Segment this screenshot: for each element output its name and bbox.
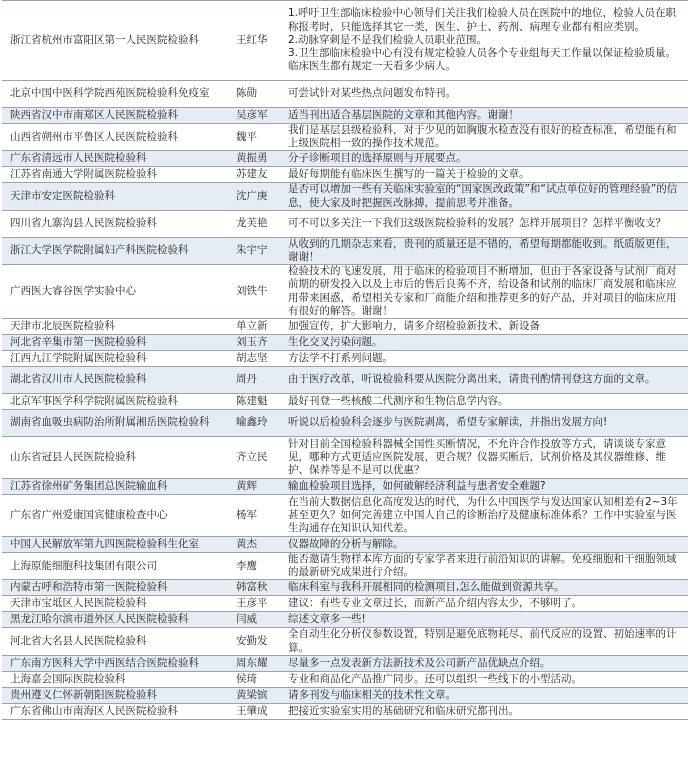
organization-cell: 浙江大学医学院附属妇产科医院检验科	[2, 237, 234, 264]
organization-cell: 上海原能细胞科技集团有限公司	[2, 553, 234, 580]
feedback-cell: 分子诊断项目的选择原则与开展要点。	[284, 151, 688, 167]
organization-cell: 内蒙古呼和浩特市第一医院检验科	[2, 580, 234, 596]
table-row	[2, 580, 688, 596]
table-row	[2, 210, 688, 237]
feedback-cell: 听说以后检验科会逐步与医院剥离，希望专家解读，并指出发展方向!	[284, 410, 688, 437]
respondent-name-cell: 周丹	[234, 367, 284, 394]
table-row	[2, 151, 688, 167]
organization-cell: 中国人民解放军第九四医院检验科生化室	[2, 537, 234, 553]
respondent-name-cell: 闫威	[234, 612, 284, 628]
respondent-name-cell: 杨军	[234, 495, 284, 537]
respondent-name-cell: 李鹰	[234, 553, 284, 580]
table-row	[2, 124, 688, 151]
feedback-cell: 我们是基层县级检验科，对于少见的如胸腹水检查没有很好的检查标准，希望能有和上级医院相一致的操作技术规范。	[284, 124, 688, 151]
feedback-cell: 最好每期能有临床医生撰写的一篇关于检验的文章。	[284, 167, 688, 183]
organization-cell: 黑龙江哈尔滨市道外区人民医院检验科	[2, 612, 234, 628]
organization-cell: 四川省九寨沟县人民医院检验科	[2, 210, 234, 237]
feedback-table-body	[2, 1, 688, 720]
feedback-cell: 方法学不打系列问题。	[284, 351, 688, 367]
organization-cell: 北京中国中医科学院西苑医院检验科免疫室	[2, 81, 234, 108]
organization-cell: 广东南方医科大学中西医结合医院检验科	[2, 655, 234, 671]
organization-cell: 湖南省血吸虫病防治所附属湘岳医院检验科	[2, 410, 234, 437]
respondent-name-cell: 侯琦	[234, 671, 284, 687]
table-row	[2, 495, 688, 537]
respondent-name-cell: 王红华	[234, 1, 284, 81]
table-row	[2, 655, 688, 671]
feedback-cell: 全自动生化分析仪参数设置，特别是避免底物耗尽、前代反应的设置、初始速率的计算。	[284, 628, 688, 655]
feedback-cell: 可尝试针对某些热点问题发布特刊。	[284, 81, 688, 108]
organization-cell: 河北省大名县人民医院检验科	[2, 628, 234, 655]
organization-cell: 山东省冠县人民医院检验科	[2, 437, 234, 479]
table-row	[2, 612, 688, 628]
organization-cell: 天津市宝坻区人民医院检验科	[2, 596, 234, 612]
respondent-name-cell: 王肇成	[234, 703, 284, 719]
table-row	[2, 537, 688, 553]
table-row	[2, 394, 688, 410]
organization-cell: 广西医大睿谷医学实验中心	[2, 265, 234, 319]
feedback-cell: 加强宣传，扩大影响力，请多介绍检验新技术、新设备	[284, 319, 688, 335]
table-row	[2, 319, 688, 335]
respondent-name-cell: 单立新	[234, 319, 284, 335]
respondent-name-cell: 周东耀	[234, 655, 284, 671]
feedback-cell: 输血检验项目选择，如何破解经济利益与患者安全难题?	[284, 479, 688, 495]
respondent-name-cell: 陈勋	[234, 81, 284, 108]
respondent-name-cell: 齐立民	[234, 437, 284, 479]
organization-cell: 天津市北辰医院检验科	[2, 319, 234, 335]
table-row	[2, 596, 688, 612]
respondent-name-cell: 朱宇宁	[234, 237, 284, 264]
respondent-name-cell: 黄辉	[234, 479, 284, 495]
table-row	[2, 351, 688, 367]
organization-cell: 山西省朔州市平鲁区人民医院检验科	[2, 124, 234, 151]
table-row	[2, 167, 688, 183]
organization-cell: 上海嘉会国际医院检验科	[2, 671, 234, 687]
feedback-cell: 尽量多一点发表新方法新技术及公司新产品优缺点介绍。	[284, 655, 688, 671]
feedback-table	[2, 0, 688, 720]
respondent-name-cell: 沈广庚	[234, 183, 284, 210]
feedback-cell: 1.呼吁卫生部临床检验中心领导们关注我们检验人员在医院中的地位，检验人员在职称报考时，只能选择其它一类，医生、护士、药剂、病理专业都有相应类别。 2.动脉穿刺是不是我们检验人员职业范围。 3.卫生部临床检验中心有没有规定检验人员各个专业组每天工作量以保证检验质量。临床医生都有规定一天看多少病人。	[284, 1, 688, 81]
feedback-cell: 综述文章多一些!	[284, 612, 688, 628]
feedback-cell: 由于医疗改革，听说检验科要从医院分离出来，请贵刊酌情刊登这方面的文章。	[284, 367, 688, 394]
feedback-cell: 建议：有些专业文章过长，而新产品介绍内容太少，不够明了。	[284, 596, 688, 612]
table-row	[2, 628, 688, 655]
feedback-cell: 是否可以增加一些有关临床实验室的“国家医改政策”和“试点单位好的管理经验”的信息，使大家及时把握医改脉搏，提前思考并准备。	[284, 183, 688, 210]
feedback-cell: 把接近实验室实用的基础研究和临床研究都刊出。	[284, 703, 688, 719]
organization-cell: 广东省清远市人民医院检验科	[2, 151, 234, 167]
feedback-cell: 从收到的几期杂志来看，贵刊的质量还是不错的，希望每期都能收到。纸质版更佳，谢谢！	[284, 237, 688, 264]
respondent-name-cell: 陈建魁	[234, 394, 284, 410]
organization-cell: 浙江省杭州市富阳区第一人民医院检验科	[2, 1, 234, 81]
feedback-cell: 能否邀请生物样本库方面的专家学者来进行前沿知识的讲解。免疫细胞和干细胞领域的最新研究成果进行介绍。	[284, 553, 688, 580]
organization-cell: 广东省佛山市南海区人民医院检验科	[2, 703, 234, 719]
organization-cell: 北京军事医学科学院附属医院检验科	[2, 394, 234, 410]
table-row	[2, 687, 688, 703]
table-row	[2, 553, 688, 580]
respondent-name-cell: 韩富秋	[234, 580, 284, 596]
respondent-name-cell: 王彦平	[234, 596, 284, 612]
table-row	[2, 108, 688, 124]
table-row	[2, 335, 688, 351]
table-row	[2, 237, 688, 264]
organization-cell: 湖北省汉川市人民医院检验科	[2, 367, 234, 394]
organization-cell: 天津市安定医院检验科	[2, 183, 234, 210]
respondent-name-cell: 喻鑫玲	[234, 410, 284, 437]
feedback-cell: 适当刊出适合基层医院的文章和其他内容。谢谢！	[284, 108, 688, 124]
organization-cell: 广东省广州爱康国宾健康检查中心	[2, 495, 234, 537]
table-row	[2, 410, 688, 437]
organization-cell: 陕西省汉中市南郑区人民医院检验科	[2, 108, 234, 124]
table-row	[2, 1, 688, 81]
table-row	[2, 703, 688, 719]
table-row	[2, 265, 688, 319]
feedback-cell: 临床科室与我科开展相同的检测项目,怎么能做到资源共享。	[284, 580, 688, 596]
respondent-name-cell: 魏平	[234, 124, 284, 151]
respondent-name-cell: 黄梁镔	[234, 687, 284, 703]
respondent-name-cell: 刘玉齐	[234, 335, 284, 351]
table-row	[2, 183, 688, 210]
feedback-cell: 生化交叉污染问题。	[284, 335, 688, 351]
feedback-cell: 最好刊登一些核酸二代测序和生物信息学内容。	[284, 394, 688, 410]
respondent-name-cell: 刘铁牛	[234, 265, 284, 319]
organization-cell: 贵州遵义仁怀新朝阳医院检验科	[2, 687, 234, 703]
respondent-name-cell: 黄振勇	[234, 151, 284, 167]
table-row	[2, 367, 688, 394]
feedback-cell: 检验技术的飞速发展，用于临床的检验项目不断增加，但由于各家设备与试剂厂商对前期的研发投入以及上市后的售后良莠不齐，给设备和试剂的临床厂商发展和临床应用带来困惑，希望相关专家和厂商能介绍和推荐更多的好产品，并对项目的临床应用有很好的解答。谢谢！	[284, 265, 688, 319]
respondent-name-cell: 黄杰	[234, 537, 284, 553]
respondent-name-cell: 吴彦军	[234, 108, 284, 124]
respondent-name-cell: 胡志坚	[234, 351, 284, 367]
feedback-cell: 仪器故障的分析与解除。	[284, 537, 688, 553]
feedback-cell: 针对目前全国检验科器械全国性买断情况，不允许合作投放等方式，请谈谈专家意见，哪种方式更适应医院发展，更合规？仪器买断后，试剂价格及其仪器维修、维护、保养等是不是可以优惠？	[284, 437, 688, 479]
organization-cell: 江苏省徐州矿务集团总医院输血科	[2, 479, 234, 495]
feedback-cell: 在当前大数据信息化高度发达的时代，为什么中国医学与发达国家认知相差有2~3年甚至更久？如何完善建立中国人自己的诊断治疗及健康标准体系？工作中实验室与医生沟通存在知识认知代差。	[284, 495, 688, 537]
respondent-name-cell: 龙芙艳	[234, 210, 284, 237]
table-row	[2, 479, 688, 495]
organization-cell: 江苏省南通大学附属医院检验科	[2, 167, 234, 183]
feedback-cell: 请多刊发与临床相关的技术性文章。	[284, 687, 688, 703]
organization-cell: 河北省辛集市第一医院检验科	[2, 335, 234, 351]
table-row	[2, 81, 688, 108]
respondent-name-cell: 安勤发	[234, 628, 284, 655]
table-row	[2, 671, 688, 687]
respondent-name-cell: 苏建友	[234, 167, 284, 183]
organization-cell: 江西九江学院附属医院检验科	[2, 351, 234, 367]
feedback-cell: 可不可以多关注一下我们这级医院检验科的发展？怎样开展项目？怎样平衡收支？	[284, 210, 688, 237]
feedback-cell: 专业和商品化产品推广同步。还可以组织一些线下的小型活动。	[284, 671, 688, 687]
table-row	[2, 437, 688, 479]
